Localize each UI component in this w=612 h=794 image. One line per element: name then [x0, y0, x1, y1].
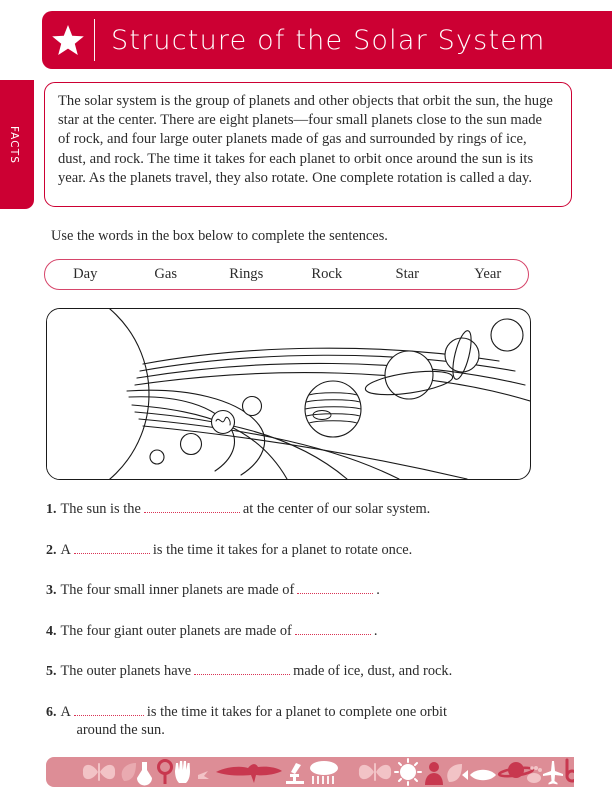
airplane-icon — [543, 761, 563, 785]
question-number: 1. — [46, 502, 57, 517]
questions-list — [46, 500, 576, 760]
question-row — [46, 662, 576, 681]
question-text-before: The sun is the — [60, 501, 141, 517]
question-row — [46, 541, 576, 560]
question-body — [61, 662, 577, 680]
fact-box — [44, 82, 572, 207]
question-text-before: The four giant outer planets are made of — [60, 622, 292, 639]
question-row — [46, 500, 576, 519]
question-number: 4. — [46, 623, 57, 639]
word-bank — [44, 259, 529, 290]
crescent-moon-icon — [65, 761, 76, 783]
butterfly-icon — [83, 763, 115, 781]
question-body — [61, 541, 577, 559]
leaf-icon — [122, 763, 136, 781]
solar-system-diagram — [46, 308, 531, 480]
word-bank-item[interactable]: Rings — [229, 266, 264, 282]
question-row — [46, 581, 576, 600]
sun-body — [47, 309, 149, 479]
answer-blank[interactable] — [194, 664, 290, 675]
facts-tab — [0, 80, 34, 209]
answer-blank[interactable] — [144, 502, 240, 513]
question-row — [46, 703, 576, 739]
butterfly-icon — [359, 763, 391, 781]
uranus-body — [445, 338, 479, 372]
facts-tab-label: FACTS — [8, 125, 20, 164]
word-bank-item[interactable]: Year — [474, 266, 502, 282]
word-bank-item[interactable]: Gas — [154, 266, 178, 282]
answer-blank[interactable] — [74, 543, 150, 554]
mercury-body — [150, 450, 164, 464]
star-icon — [42, 24, 94, 57]
question-text-second-line: around the sun. — [76, 721, 165, 738]
question-text-after: . — [373, 622, 378, 639]
footer-icon-band — [46, 757, 574, 787]
jupiter-body — [305, 381, 361, 437]
saturn-body — [385, 351, 433, 399]
word-bank-item[interactable]: Rock — [311, 266, 343, 282]
question-text-after: is the time it takes for a planet to rotate once. — [152, 541, 413, 558]
page-title: Structure of the Solar System — [111, 24, 546, 56]
question-row — [46, 622, 576, 641]
neptune-body — [491, 319, 523, 351]
microscope-icon — [286, 763, 304, 784]
question-number: 5. — [46, 664, 57, 679]
magnifier-icon — [159, 761, 172, 785]
question-text-after: made of ice, dust, and rock. — [293, 663, 453, 679]
venus-body — [181, 434, 202, 455]
person-icon — [425, 762, 443, 785]
bird-icon — [216, 764, 282, 783]
question-text-after: at the center of our solar system. — [242, 501, 431, 517]
question-text-before: A — [60, 703, 71, 720]
question-number: 6. — [46, 704, 57, 720]
answer-blank[interactable] — [295, 624, 371, 635]
mars-body — [243, 397, 262, 416]
fact-box-text: The solar system is the group of planets and other objects that orbit the sun, the huge star at the center. There are eight planets—four small planets close to the sun made of rock, and four large outer planets made of gas and surrounded by rings of ice, dust, and rock. The time it takes for each planet to orbit once around the sun is its year. As the planets travel, they also rotate. One complete rotation is called a day. — [58, 93, 553, 186]
question-number: 2. — [46, 542, 57, 558]
question-body — [61, 581, 577, 599]
crescent-moon-icon — [340, 761, 351, 783]
question-text-before: The four small inner planets are made of — [60, 582, 295, 598]
spiral-icon — [567, 760, 574, 781]
word-bank-item[interactable]: Day — [73, 266, 98, 282]
sun-icon — [395, 759, 421, 785]
question-text-before: A — [60, 541, 71, 558]
hand-icon — [175, 761, 190, 783]
question-text-after: . — [376, 582, 380, 598]
page-header — [42, 11, 612, 69]
word-bank-item[interactable]: Star — [395, 266, 419, 282]
question-body — [61, 622, 577, 640]
rain-cloud-icon — [310, 761, 338, 784]
header-divider — [94, 19, 95, 61]
answer-blank[interactable] — [74, 705, 144, 716]
question-text-before: The outer planets have — [60, 663, 192, 679]
question-body — [61, 500, 577, 518]
fish-icon — [462, 770, 496, 781]
paw-print-icon — [198, 771, 209, 779]
answer-blank[interactable] — [297, 583, 373, 594]
question-body — [61, 703, 577, 739]
instruction-text: Use the words in the box below to complete the sentences. — [51, 228, 388, 244]
leaf-icon — [447, 764, 462, 782]
question-text-after: is the time it takes for a planet to complete one orbit — [146, 703, 448, 720]
flask-icon — [137, 762, 152, 786]
question-number: 3. — [46, 583, 57, 598]
